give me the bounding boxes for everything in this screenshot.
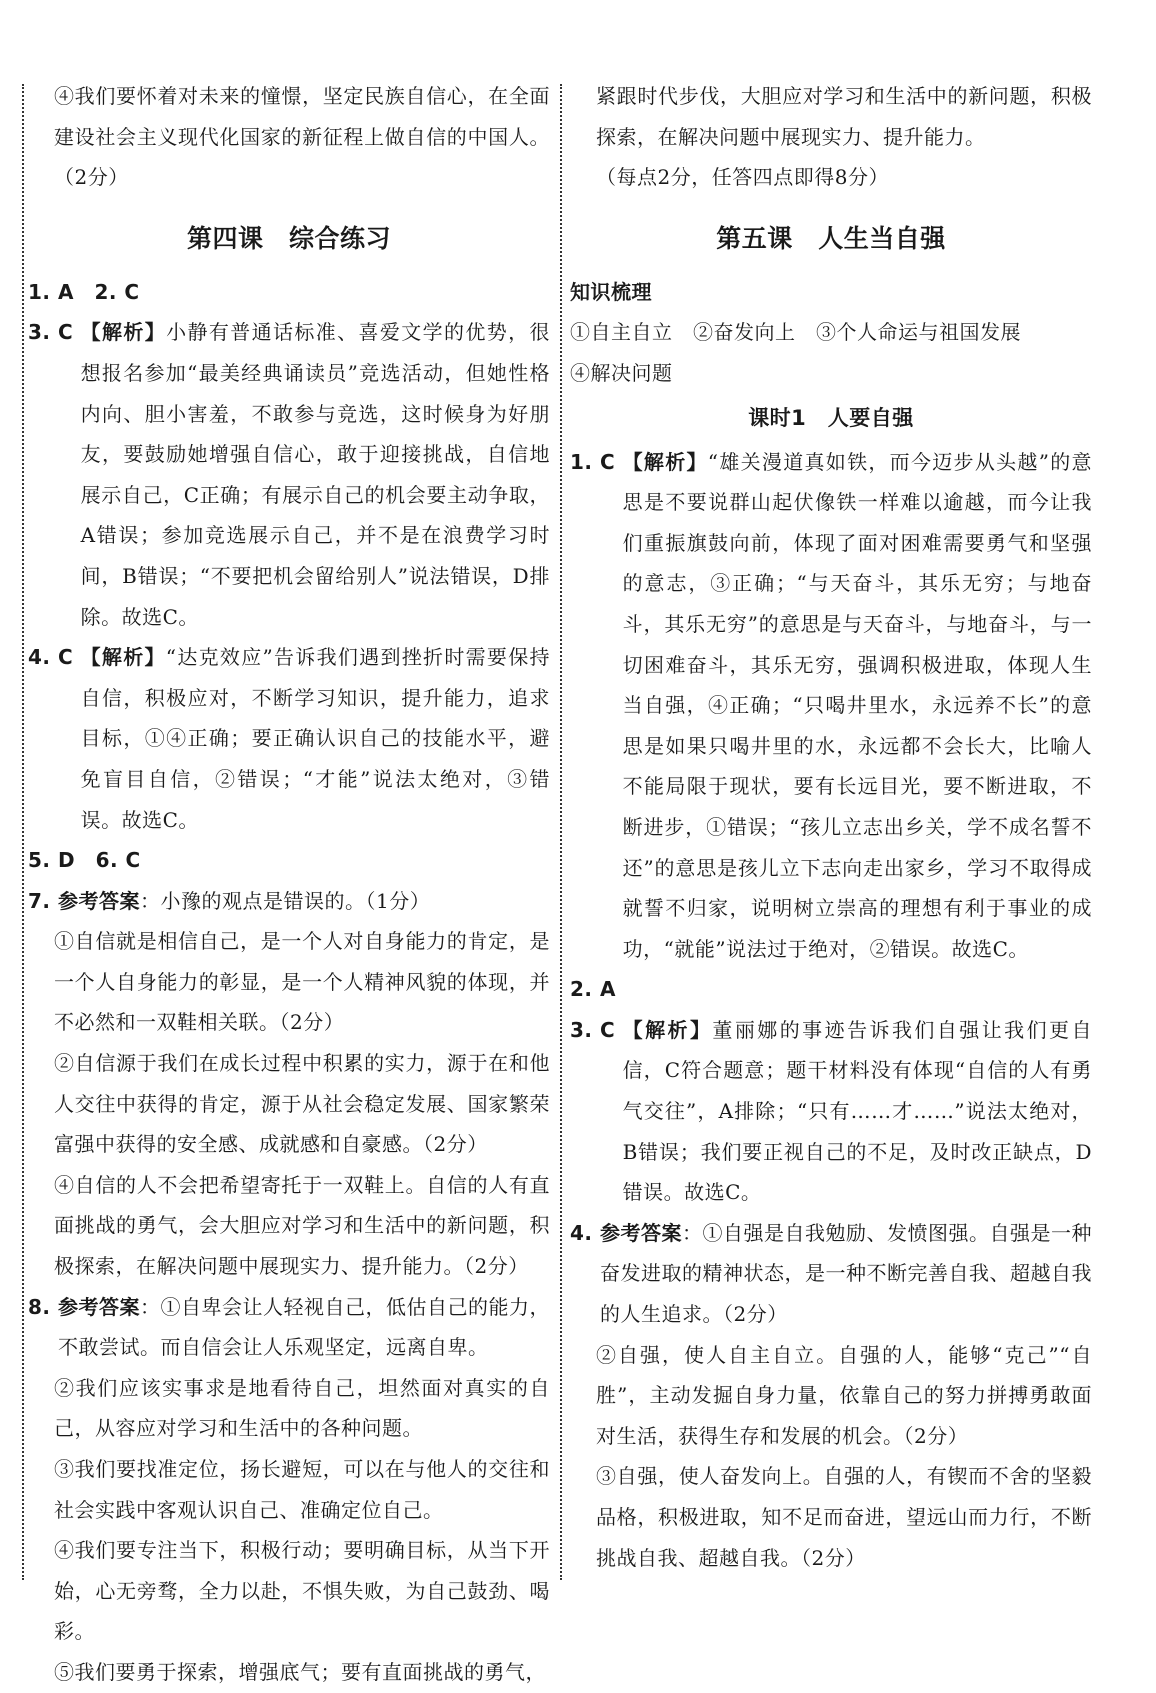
answer-point: ②自信源于我们在成长过程中积累的实力，源于在和他人交往中获得的肯定，源于从社会稳定发展、国家繁荣富强中获得的安全感、成就感和自豪感。（2分） — [54, 1051, 550, 1157]
question-number: 7. — [28, 888, 58, 913]
question-3 — [570, 1010, 1092, 1213]
knowledge-line: ①自主自立 ②奋发向上 ③个人命运与祖国发展 — [570, 320, 1021, 345]
analysis-tag: 【解析】 — [622, 449, 708, 474]
answer-point: ③我们要找准定位，扬长避短，可以在与他人的交往和社会实践中客观认识自己、准确定位自己。 — [54, 1457, 550, 1522]
question-number: 4. C — [28, 645, 81, 670]
short-answers: 5. D 6. C — [28, 848, 141, 873]
analysis-text: 董丽娜的事迹告诉我们自强让我们更自信，C符合题意；题干材料没有体现“自信的人有勇气交往”，A排除；“只有……才……”说法太绝对，B错误；我们要正视自己的不足，及时改正缺点，D错误。故选C。 — [622, 1017, 1093, 1205]
analysis-tag: 【解析】 — [622, 1017, 713, 1042]
question-number: 4. — [570, 1220, 600, 1245]
question-4 — [570, 1213, 1092, 1335]
question-8 — [28, 1287, 550, 1368]
analysis-tag: 【解析】 — [80, 320, 167, 345]
lesson-subheading: 课时1 人要自强 — [748, 405, 914, 430]
left-column — [28, 76, 550, 1693]
analysis-tag: 【解析】 — [80, 645, 166, 670]
answer-point: ⑤我们要勇于探索，增强底气；要有直面挑战的勇气， — [54, 1659, 546, 1684]
scoring-note: （每点2分，任答四点即得8分） — [596, 165, 889, 190]
answer-point: ④我们要专注当下，积极行动；要明确目标，从当下开始，心无旁骛，全力以赴，不惧失败，为自己鼓劲、喝彩。 — [54, 1538, 550, 1644]
reference-answer-label: 参考答案 — [57, 1294, 140, 1319]
question-1 — [570, 442, 1092, 970]
answer-point: ④自信的人不会把希望寄托于一双鞋上。自信的人有直面挑战的勇气，会大胆应对学习和生活中的新问题，积极探索，在解决问题中展现实力、提升能力。（2分） — [54, 1172, 550, 1279]
answer-point: ②自强，使人自主自立。自强的人，能够“克己”“自胜”，主动发掘自身力量，依靠自己的努力拼搏勇敢面对生活，获得生存和发展的机会。（2分） — [596, 1342, 1092, 1448]
answer-text: ：小豫的观点是错误的。（1分） — [139, 888, 431, 913]
knowledge-line: ④解决问题 — [570, 360, 673, 385]
right-column — [570, 76, 1092, 1578]
section-heading: 第四课 综合练习 — [186, 223, 391, 253]
left-margin-rule — [22, 84, 24, 1580]
analysis-text: 小静有普通话标准、喜爱文学的优势，很想报名参加“最美经典诵读员”竞选活动，但她性格内向、胆小害羞，不敢参与竞选，这时候身为好朋友，要鼓励她增强自信心，敢于迎接挑战，自信地展示自己，C正确；有展示自己的机会要主动争取，A错误；参加竞选展示自己，并不是在浪费学习时间，B错误；“不要把机会留给别人”说法错误，D排除。故选C。 — [80, 320, 550, 629]
short-answers: 2. A — [570, 977, 616, 1002]
analysis-text: “雄关漫道真如铁，而今迈步从头越”的意思是不要说群山起伏像铁一样难以逾越，而今让我们重振旗鼓向前，体现了面对困难需要勇气和坚强的意志，③正确；“与天奋斗，其乐无穷；与地奋斗，其乐无穷”的意思是与天奋斗，与地奋斗，与一切困难奋斗，其乐无穷，强调积极进取，体现人生当自强，④正确；“只喝井里水，永远养不长”的意思是如果只喝井里的水，永远都不会长大，比喻人不能局限于现状，要有长远目光，要不断进取，不断进步，①错误；“孩儿立志出乡关，学不成名誓不还”的意思是孩儿立下志向走出家乡，学习不取得成就誓不归家，说明树立崇高的理想有利于事业的成功，“就能”说法过于绝对，②错误。故选C。 — [622, 449, 1093, 961]
question-7 — [28, 881, 550, 922]
answer-paragraph: ④我们要怀着对未来的憧憬，坚定民族自信心，在全面建设社会主义现代化国家的新征程上做自信的中国人。（2分） — [54, 84, 550, 190]
answer-point: ②我们应该实事求是地看待自己，坦然面对真实的自己，从容应对学习和生活中的各种问题。 — [54, 1375, 550, 1441]
answer-paragraph: 紧跟时代步伐，大胆应对学习和生活中的新问题，积极探索，在解决问题中展现实力、提升能力。 — [596, 84, 1092, 149]
answer-text: ：①自卑会让人轻视自己，低估自己的能力，不敢尝试。而自信会让人乐观坚定，远离自卑。 — [57, 1294, 551, 1360]
short-answers: 1. A 2. C — [28, 279, 140, 304]
section-heading: 第五课 人生当自强 — [716, 223, 946, 253]
question-number: 1. C — [570, 449, 623, 474]
question-number: 3. C — [570, 1017, 623, 1042]
question-number: 8. — [28, 1294, 58, 1319]
question-number: 3. C — [28, 320, 81, 345]
answer-point: ①自信就是相信自己，是一个人对自身能力的肯定，是一个人自身能力的彰显，是一个人精神风貌的体现，并不必然和一双鞋相关联。（2分） — [54, 929, 550, 1035]
reference-answer-label: 参考答案 — [57, 888, 140, 913]
answer-text: ：①自强是自我勉励、发愤图强。自强是一种奋发进取的精神状态，是一种不断完善自我、超越自我的人生追求。（2分） — [599, 1220, 1093, 1327]
analysis-text: “达克效应”告诉我们遇到挫折时需要保持自信，积极应对，不断学习知识，提升能力，追求目标，①④正确；要正确认识自己的技能水平，避免盲目自信，②错误；“才能”说法太绝对，③错误。故选C。 — [80, 645, 551, 832]
question-3 — [28, 312, 550, 637]
reference-answer-label: 参考答案 — [599, 1220, 682, 1245]
question-4 — [28, 637, 550, 840]
knowledge-title: 知识梳理 — [570, 279, 652, 304]
column-divider — [560, 84, 562, 1580]
answer-point: ③自强，使人奋发向上。自强的人，有锲而不舍的坚毅品格，积极进取，知不足而奋进，望远山而力行，不断挑战自我、超越自我。（2分） — [596, 1464, 1092, 1570]
